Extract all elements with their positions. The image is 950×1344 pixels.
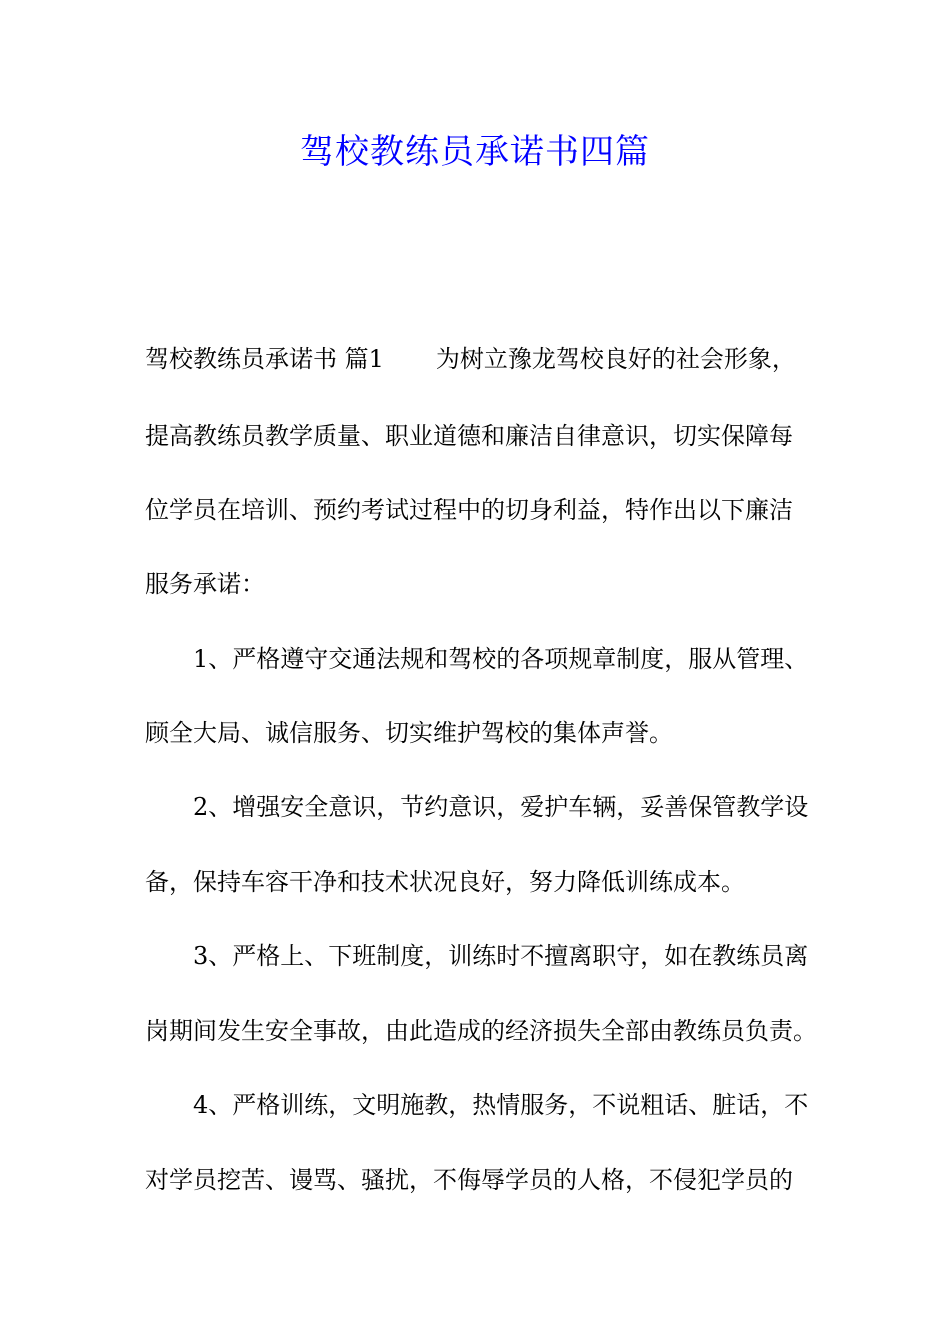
item-4-line-1: 4、严格训练，文明施教，热情服务，不说粗话、脏话，不 — [193, 1091, 809, 1119]
paragraph-line-3: 位学员在培训、预约考试过程中的切身利益，特作出以下廉洁 — [145, 496, 793, 524]
item-1-line-2: 顾全大局、诚信服务、切实维护驾校的集体声誉。 — [145, 719, 673, 747]
item-3-line-1: 3、严格上、下班制度，训练时不擅离职守，如在教练员离 — [193, 942, 809, 970]
intro-text: 为树立豫龙驾校良好的社会形象， — [435, 345, 796, 373]
paragraph-line-4: 服务承诺： — [145, 570, 265, 598]
item-4-line-2: 对学员挖苦、谩骂、骚扰，不侮辱学员的人格，不侵犯学员的 — [145, 1166, 793, 1194]
intro-heading: 驾校教练员承诺书 篇1 — [145, 345, 384, 373]
document-title: 驾校教练员承诺书四篇 — [300, 132, 650, 172]
paragraph-line-2: 提高教练员教学质量、职业道德和廉洁自律意识，切实保障每 — [145, 422, 793, 450]
paragraph-line-1 — [145, 339, 796, 379]
item-1-line-1: 1、严格遵守交通法规和驾校的各项规章制度，服从管理、 — [193, 645, 809, 673]
item-2-line-2: 备，保持车容干净和技术状况良好，努力降低训练成本。 — [145, 868, 745, 896]
item-3-line-2: 岗期间发生安全事故，由此造成的经济损失全部由教练员负责。 — [145, 1017, 817, 1045]
item-2-line-1: 2、增强安全意识，节约意识，爱护车辆，妥善保管教学设 — [193, 793, 809, 821]
